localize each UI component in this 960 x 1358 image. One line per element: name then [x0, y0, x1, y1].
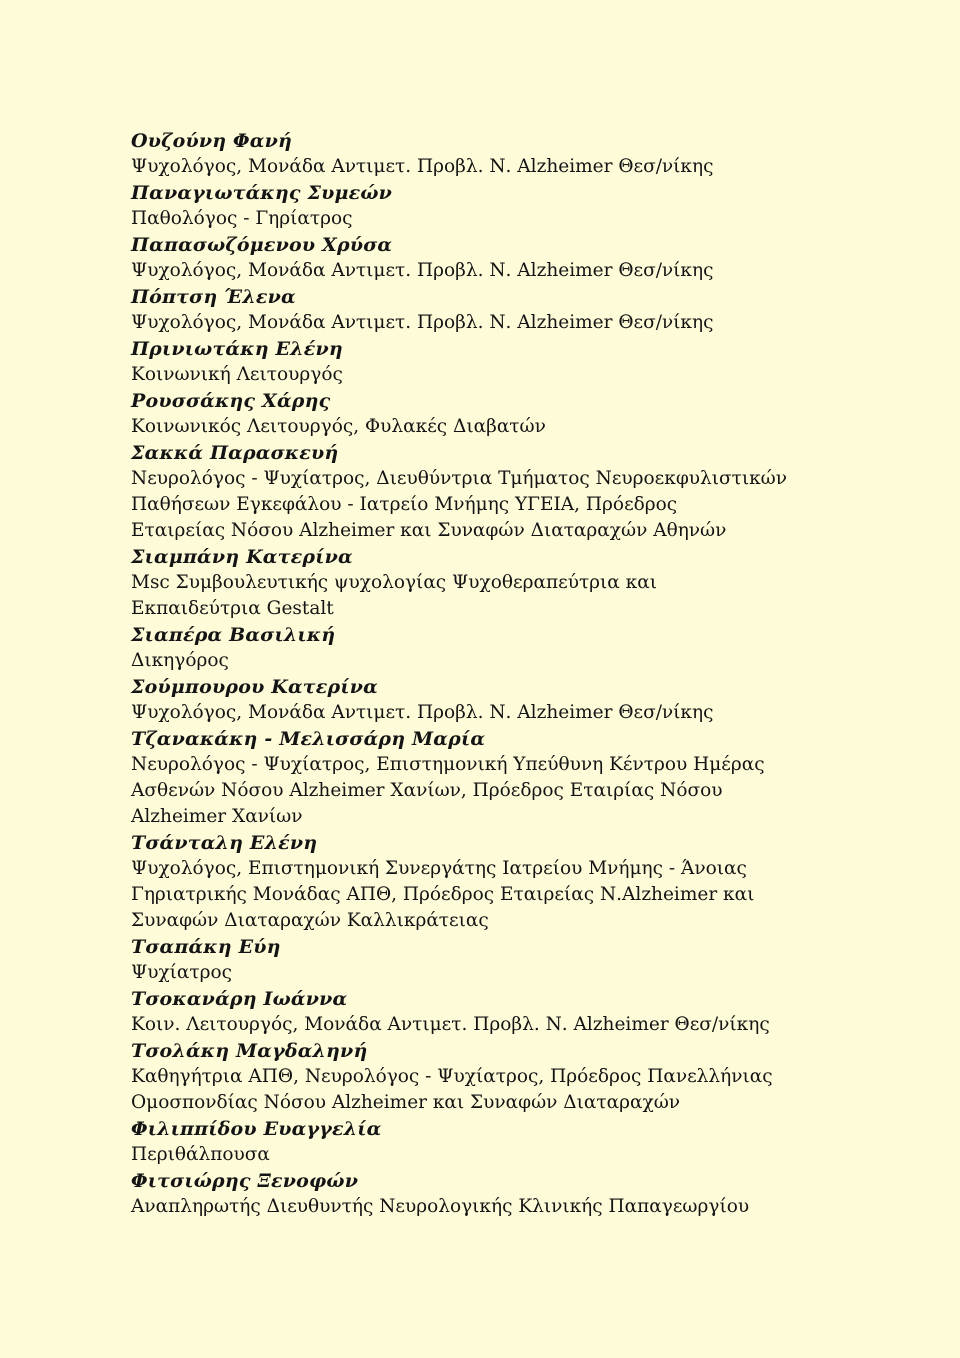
- member-entry: [131, 180, 960, 232]
- member-name: Σιαπέρα Βασιλική: [131, 624, 336, 646]
- member-description: [131, 310, 960, 336]
- member-description: [131, 206, 960, 232]
- member-description-line: Alzheimer Χανίων: [131, 806, 303, 827]
- member-name: Ρουσσάκης Χάρης: [131, 390, 331, 412]
- member-entry: [131, 1038, 960, 1116]
- member-description-line: Κοιν. Λειτουργός, Μονάδα Αντιμετ. Προβλ. Ν. Alzheimer Θεσ/νίκης: [131, 1014, 770, 1035]
- member-name: Τσοκανάρη Ιωάννα: [131, 988, 348, 1010]
- member-name: Φιλιππίδου Ευαγγελία: [131, 1118, 382, 1140]
- member-description-line: Κοινωνικός Λειτουργός, Φυλακές Διαβατών: [131, 416, 546, 437]
- member-description-line: Ψυχολόγος, Επιστημονική Συνεργάτης Ιατρείου Μνήμης - Άνοιας: [131, 858, 747, 879]
- member-name: Παναγιωτάκης Συμεών: [131, 182, 392, 204]
- member-entry: [131, 284, 960, 336]
- member-entry: [131, 336, 960, 388]
- member-description: [131, 1194, 960, 1220]
- member-description: [131, 648, 960, 674]
- member-name: Σιαμπάνη Κατερίνα: [131, 546, 353, 568]
- member-description-line: Νευρολόγος - Ψυχίατρος, Διευθύντρια Τμήματος Νευροεκφυλιστικών: [131, 468, 788, 489]
- member-description-line: Ομοσπονδίας Νόσου Alzheimer και Συναφών Διαταραχών: [131, 1092, 681, 1113]
- member-name: Παπασωζόμενου Χρύσα: [131, 234, 393, 256]
- member-description: [131, 960, 960, 986]
- member-description: [131, 700, 960, 726]
- member-entry: [131, 128, 960, 180]
- member-name: Τσάνταλη Ελένη: [131, 832, 318, 854]
- member-description-line: Ψυχολόγος, Μονάδα Αντιμετ. Προβλ. Ν. Alzheimer Θεσ/νίκης: [131, 156, 714, 177]
- member-description: [131, 466, 960, 544]
- member-description-line: Εκπαιδεύτρια Gestalt: [131, 598, 334, 619]
- member-description: [131, 362, 960, 388]
- member-description-line: Περιθάλπουσα: [131, 1144, 270, 1165]
- member-description: [131, 856, 960, 934]
- member-description-line: Ψυχολόγος, Μονάδα Αντιμετ. Προβλ. Ν. Alzheimer Θεσ/νίκης: [131, 260, 714, 281]
- member-description-line: Κοινωνική Λειτουργός: [131, 364, 343, 385]
- member-name: Τσολάκη Μαγδαληνή: [131, 1040, 368, 1062]
- member-description-line: Συναφών Διαταραχών Καλλικράτειας: [131, 910, 489, 931]
- member-name: Ουζούνη Φανή: [131, 130, 293, 152]
- member-description-line: Νευρολόγος - Ψυχίατρος, Επιστημονική Υπεύθυνη Κέντρου Ημέρας: [131, 754, 765, 775]
- member-description-line: Msc Συμβουλευτικής ψυχολογίας Ψυχοθεραπεύτρια και: [131, 572, 657, 593]
- member-description: [131, 570, 960, 622]
- member-description-line: Καθηγήτρια ΑΠΘ, Νευρολόγος - Ψυχίατρος, Πρόεδρος Πανελλήνιας: [131, 1066, 773, 1087]
- member-description-line: Ψυχολόγος, Μονάδα Αντιμετ. Προβλ. Ν. Alzheimer Θεσ/νίκης: [131, 312, 714, 333]
- member-description-line: Ασθενών Νόσου Alzheimer Χανίων, Πρόεδρος Εταιρίας Νόσου: [131, 780, 723, 801]
- member-description: [131, 1012, 960, 1038]
- member-description-line: Παθήσεων Εγκεφάλου - Ιατρείο Μνήμης ΥΓΕΙΑ, Πρόεδρος: [131, 494, 678, 515]
- member-description: [131, 1142, 960, 1168]
- member-name: Πρινιωτάκη Ελένη: [131, 338, 343, 360]
- member-entry: [131, 986, 960, 1038]
- member-description: [131, 414, 960, 440]
- member-name: Τζανακάκη - Μελισσάρη Μαρία: [131, 728, 486, 750]
- member-description: [131, 752, 960, 830]
- member-entry: [131, 1168, 960, 1220]
- member-name: Τσαπάκη Εύη: [131, 936, 281, 958]
- member-description-line: Εταιρείας Νόσου Alzheimer και Συναφών Διαταραχών Αθηνών: [131, 520, 727, 541]
- member-entry: [131, 440, 960, 544]
- member-description-line: Αναπληρωτής Διευθυντής Νευρολογικής Κλινικής Παπαγεωργίου: [131, 1196, 750, 1217]
- member-name: Σακκά Παρασκευή: [131, 442, 339, 464]
- member-entry: [131, 726, 960, 830]
- member-entry: [131, 674, 960, 726]
- member-description-line: Δικηγόρος: [131, 650, 229, 671]
- member-entry: [131, 544, 960, 622]
- member-entry: [131, 622, 960, 674]
- member-entry: [131, 830, 960, 934]
- member-description: [131, 1064, 960, 1116]
- member-entry: [131, 388, 960, 440]
- member-name: Πόπτση Έλενα: [131, 286, 296, 308]
- member-entry: [131, 232, 960, 284]
- member-name: Σούμπουρου Κατερίνα: [131, 676, 378, 698]
- member-entry: [131, 934, 960, 986]
- member-list: [131, 128, 960, 1220]
- member-description-line: Γηριατρικής Μονάδας ΑΠΘ, Πρόεδρος Εταιρείας Ν.Alzheimer και: [131, 884, 755, 905]
- member-name: Φιτσιώρης Ξενοφών: [131, 1170, 359, 1192]
- member-description-line: Παθολόγος - Γηρίατρος: [131, 208, 353, 229]
- member-description-line: Ψυχολόγος, Μονάδα Αντιμετ. Προβλ. Ν. Alzheimer Θεσ/νίκης: [131, 702, 714, 723]
- member-entry: [131, 1116, 960, 1168]
- member-description: [131, 154, 960, 180]
- member-description: [131, 258, 960, 284]
- member-description-line: Ψυχίατρος: [131, 962, 233, 983]
